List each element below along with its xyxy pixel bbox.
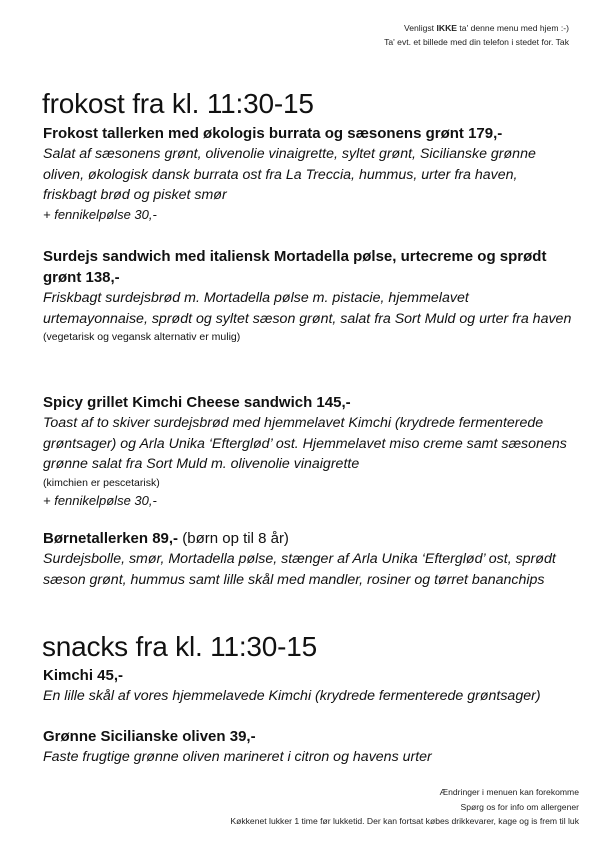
menu-item-note: (kimchien er pescetarisk) [43,476,160,489]
menu-item-title: Surdejs sandwich med italiensk Mortadella pølse, urtecreme og sprødt grønt 138,- [43,248,547,286]
menu-item-surdejs-sandwich [43,246,573,346]
menu-item-description: Surdejsbolle, smør, Mortadella pølse, stænger af Arla Unika ‘Efterglød’ ost, sprødt sæson grønt, hummus samt lille skål med mandler, rosiner og tørret bananchips [43,551,556,588]
section-title-snacks: snacks fra kl. 11:30-15 [42,631,318,662]
menu-item-title-note: (børn op til 8 år) [178,530,289,547]
menu-item-description: Friskbagt surdejsbrød m. Mortadella pølse m. pistacie, hjemmelavet urtemayonnaise, sprødt og syltet sæson grønt, salat fra Sort Muld og urter fra haven [43,290,572,327]
menu-item-kimchi [43,665,573,707]
emphasis-text: IKKE [436,23,458,33]
menu-item-title: Frokost tallerken med økologis burrata og sæsonens grønt 179,- [43,125,503,142]
menu-item-title: Børnetallerken 89,- (børn op til 8 år) [43,530,289,547]
menu-item-description: En lille skål af vores hjemmelavede Kimchi (krydrede fermenterede grøntsager) [43,688,541,704]
footer-line-kitchen-hours: Køkkenet lukker 1 time før lukketid. Der kan fortsat købes drikkevarer, kage og is frem til luk [230,816,579,826]
menu-item-addon: + fennikelpølse 30,- [43,206,157,222]
take-home-note-line-2: Ta' evt. et billede med din telefon i stedet for. Tak [384,37,569,47]
menu-item-note: (vegetarisk og vegansk alternativ er mulig) [43,331,241,343]
menu-item-addon: + fennikelpølse 30,- [43,492,157,508]
take-home-note-line-1: Venligst IKKE ta' denne menu med hjem :-) [403,23,569,33]
menu-item-description: Faste frugtige grønne oliven marineret i citron og havens urter [43,749,432,765]
menu-item-boernetallerken [43,528,573,590]
footer-line-changes: Ændringer i menuen kan forekomme [439,787,579,797]
menu-item-title: Spicy grillet Kimchi Cheese sandwich 145,- [43,394,351,411]
menu-item-frokost-tallerken [43,123,573,224]
take-home-note [384,21,569,49]
menu-item-kimchi-cheese-sandwich [43,392,573,510]
footer-notes [230,785,579,829]
menu-item-title: Grønne Sicilianske oliven 39,- [43,728,256,745]
section-title-frokost: frokost fra kl. 11:30-15 [42,88,314,119]
menu-item-description: Salat af sæsonens grønt, olivenolie vinaigrette, syltet grønt, Sicilianske grønne oliven, økologisk dansk burrata ost fra La Treccia, hummus, urter fra haven, friskbagt brød og pisket smør [43,146,536,203]
menu-item-oliven [43,726,573,768]
footer-line-allergens: Spørg os for info om allergener [460,801,579,812]
menu-item-title: Kimchi 45,- [43,667,124,684]
menu-item-description: Toast af to skiver surdejsbrød med hjemmelavet Kimchi (krydrede fermenterede grøntsager) og Arla Unika ‘Efterglød’ ost. Hjemmelavet miso creme samt sæsonens grønne salat fra Sort Muld m. olivenolie vinaigrette [43,415,567,472]
